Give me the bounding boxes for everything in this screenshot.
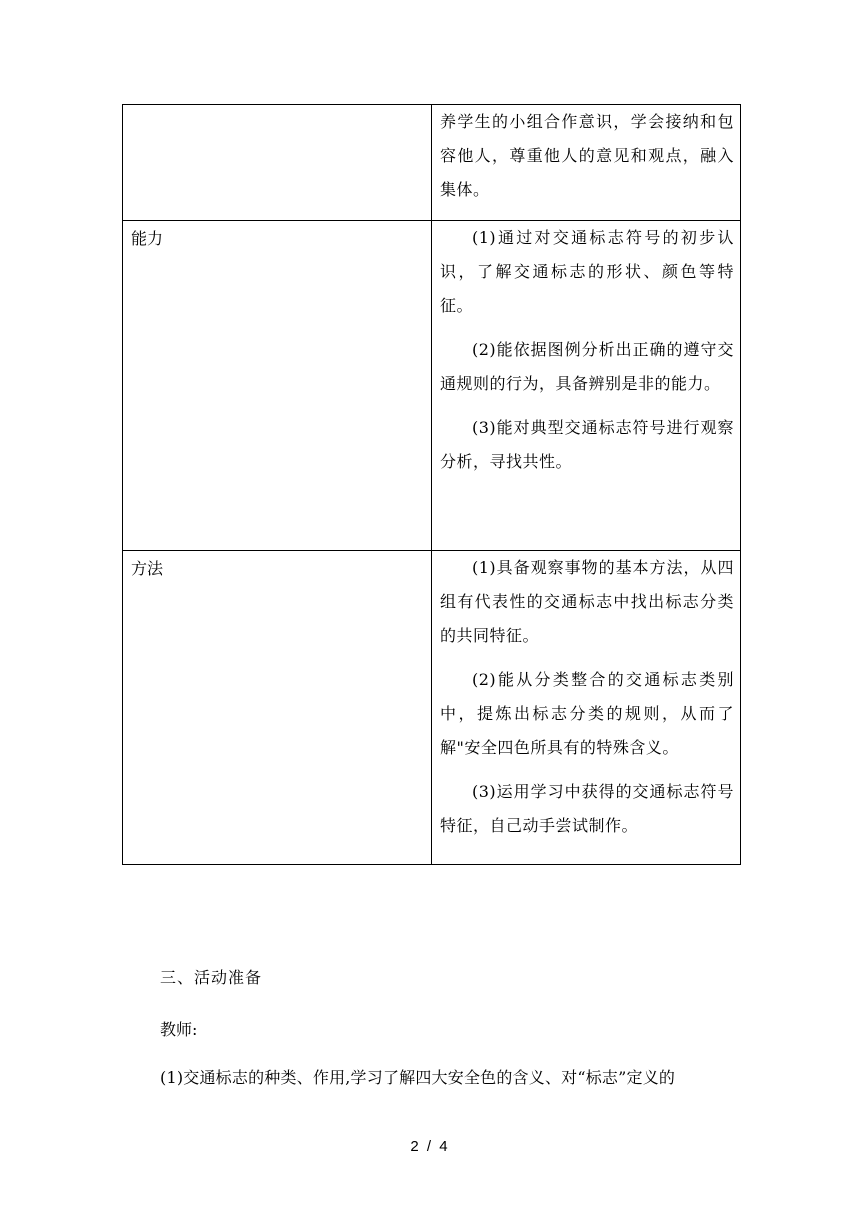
table-row (123, 221, 741, 551)
row-label-cell (123, 551, 432, 865)
row-label: 能力 (131, 229, 164, 248)
content-paragraph: (3)运用学习中获得的交通标志符号特征，自己动手尝试制作。 (440, 782, 734, 835)
row-label: 方法 (131, 559, 164, 578)
content-paragraph: (2)能从分类整合的交通标志类别中，提炼出标志分类的规则，从而了解"安全四色所具有的特殊含义。 (440, 670, 734, 757)
content-paragraph: (3)能对典型交通标志符号进行观察分析，寻找共性。 (440, 418, 734, 471)
objectives-table (122, 104, 741, 865)
content-paragraph: 养学生的小组合作意识，学会接纳和包容他人，尊重他人的意见和观点，融入集体。 (440, 112, 734, 199)
content-paragraph: (2)能依据图例分析出正确的遵守交通规则的行为，具备辨别是非的能力。 (440, 340, 734, 393)
section-heading: 三、活动准备 (160, 968, 263, 987)
preparation-item: (1)交通标志的种类、作用,学习了解四大安全色的含义、对“标志”定义的 (160, 1068, 676, 1087)
table-row (123, 551, 741, 865)
content-paragraph: (1)具备观察事物的基本方法，从四组有代表性的交通标志中找出标志分类的共同特征。 (440, 558, 734, 645)
page-number: 2 / 4 (410, 1138, 450, 1155)
row-label-cell (123, 221, 432, 551)
teacher-label: 教师: (160, 1020, 198, 1039)
row-content-cell (432, 551, 741, 865)
row-content-cell (432, 221, 741, 551)
table-row (123, 105, 741, 221)
content-paragraph: (1)通过对交通标志符号的初步认识，了解交通标志的形状、颜色等特征。 (440, 228, 734, 315)
row-label-cell (123, 105, 432, 221)
row-content-cell (432, 105, 741, 221)
row-label (123, 105, 431, 107)
